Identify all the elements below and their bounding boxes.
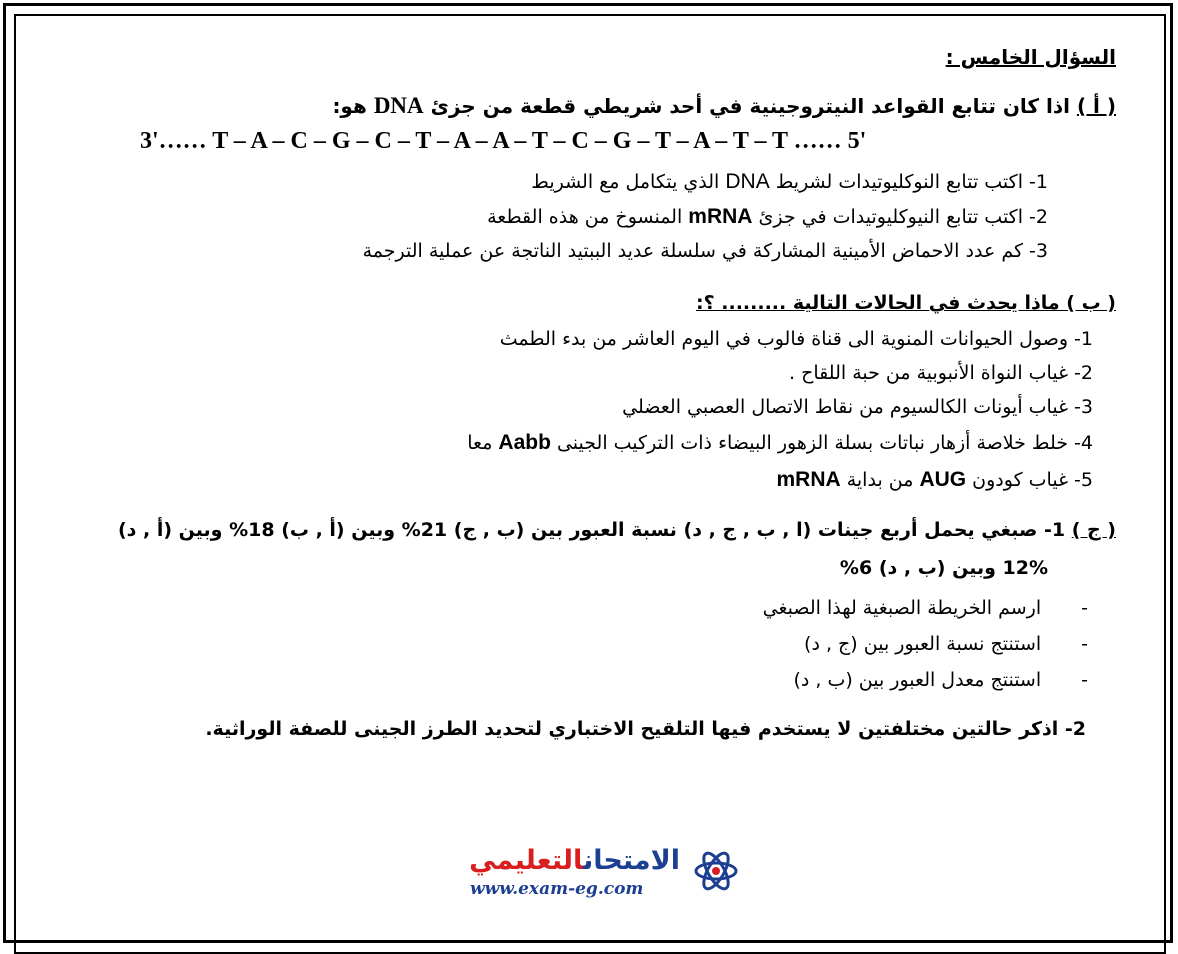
part-b-item-2: 2- غياب النواة الأنبوبية من حبة اللقاح . [789, 362, 1093, 384]
dna-sequence: 3'…… T – A – C – G – C – T – A – A – T – C – G – T – A – T – T …… 5' [140, 128, 867, 154]
logo-name: الامتحانالتعليمي [469, 845, 680, 876]
part-a-heading: ( أ ) اذا كان تتابع القواعد النيتروجينية في أحد شريطي قطعة من جزئ DNA هو: [332, 93, 1116, 118]
part-c-marker: ( ج ) [1071, 519, 1116, 541]
part-c-sub-2: -استنتج نسبة العبور بين (ج , د) [804, 633, 1088, 655]
part-b-item-3: 3- غياب أيونات الكالسيوم من نقاط الاتصال العصبي العضلي [622, 396, 1093, 418]
part-a-marker: ( أ ) [1076, 94, 1116, 118]
part-a-item-2: 2- اكتب تتابع النيوكليوتيدات في جزئ mRNA المنسوخ من هذه القطعة [487, 205, 1048, 228]
question-title: السؤال الخامس : [945, 45, 1116, 69]
part-c-line-2: 12% وبين (ب , د) 6% [839, 557, 1048, 579]
atom-icon [692, 847, 740, 895]
part-c-line-1: ( ج ) 1- صبغي يحمل أربع جينات (ا , ب , ج , د) نسبة العبور بين (ب , ج) 21% وبين (أ , ب) 18% وبين (أ , د) [117, 519, 1116, 541]
part-c-sub-3: -استنتج معدل العبور بين (ب , د) [793, 669, 1088, 691]
part-c-sub-1: -ارسم الخريطة الصبغية لهذا الصبغي [762, 597, 1088, 619]
part-a-item-1: 1- اكتب تتابع النوكليوتيدات لشريط DNA الذي يتكامل مع الشريط [531, 170, 1048, 193]
logo-url: www.exam-eg.com [470, 879, 644, 899]
part-c-q2: 2- اذكر حالتين مختلفتين لا يستخدم فيها التلقيح الاختباري لتحديد الطرز الجينى للصفة الوراثية. [205, 718, 1086, 740]
site-logo [440, 845, 740, 905]
part-a-item-3: 3- كم عدد الاحماض الأمينية المشاركة في سلسلة عديد الببتيد الناتجة عن عملية الترجمة [362, 240, 1048, 262]
part-b-item-4: 4- خلط خلاصة أزهار نباتات بسلة الزهور البيضاء ذات التركيب الجينى Aabb معا [467, 431, 1093, 454]
part-b-item-1: 1- وصول الحيوانات المنوية الى قناة فالوب في اليوم العاشر من بدء الطمث [499, 328, 1093, 350]
part-b-heading: ( ب ) ماذا يحدث في الحالات التالية ......... ؟: [696, 292, 1116, 314]
part-b-item-5: 5- غياب كودون AUG من بداية mRNA [776, 468, 1093, 491]
